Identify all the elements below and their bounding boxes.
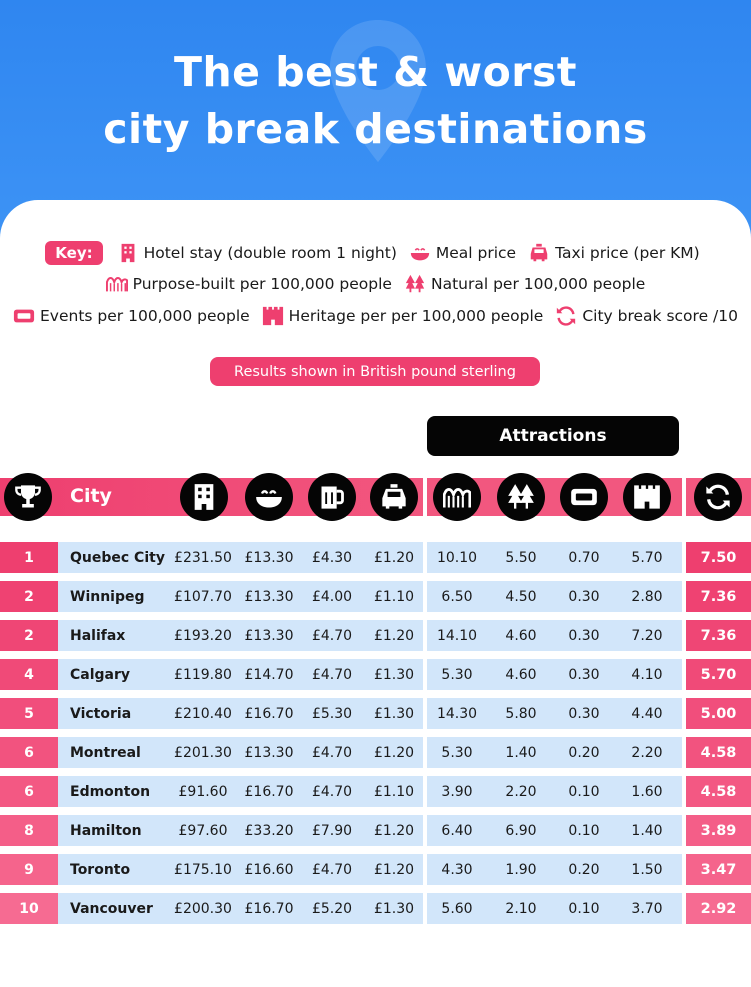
purpose-built-count: 6.40 (441, 822, 473, 839)
meal-price: £13.30 (244, 744, 294, 761)
taxi-price: £1.30 (373, 900, 415, 917)
taxi-price: £1.20 (373, 627, 415, 644)
hotel-icon (180, 473, 228, 521)
events-count: 0.30 (568, 627, 600, 644)
beer-price: £4.70 (311, 783, 353, 800)
table-row (0, 815, 751, 846)
taxi-icon (370, 473, 418, 521)
taxi-price: £1.10 (373, 588, 415, 605)
hotel-price: £210.40 (174, 705, 232, 722)
table-row (0, 737, 751, 768)
beer-price: £4.00 (311, 588, 353, 605)
heritage-count: 4.40 (631, 705, 663, 722)
city-column-header: City (70, 485, 112, 507)
rank-badge: 2 (0, 620, 58, 651)
ticket-icon (13, 305, 35, 327)
rank-badge: 6 (0, 776, 58, 807)
meal-price: £33.20 (244, 822, 294, 839)
city-break-score: 3.89 (686, 815, 751, 846)
natural-count: 1.90 (505, 861, 537, 878)
trees-icon (497, 473, 545, 521)
heritage-count: 1.50 (631, 861, 663, 878)
taxi-price: £1.20 (373, 861, 415, 878)
beer-icon (308, 473, 356, 521)
castle-icon (262, 305, 284, 327)
table-row (0, 698, 751, 729)
table-row (0, 620, 751, 651)
heritage-count: 4.10 (631, 666, 663, 683)
city-name: Halifax (70, 627, 126, 644)
events-count: 0.30 (568, 588, 600, 605)
meal-price: £14.70 (244, 666, 294, 683)
events-count: 0.10 (568, 822, 600, 839)
city-name: Montreal (70, 744, 141, 761)
rank-badge: 8 (0, 815, 58, 846)
heritage-count: 1.40 (631, 822, 663, 839)
taxi-price: £1.30 (373, 705, 415, 722)
hotel-price: £119.80 (174, 666, 232, 683)
natural-count: 6.90 (505, 822, 537, 839)
rank-badge: 9 (0, 854, 58, 885)
meal-price: £16.60 (244, 861, 294, 878)
beer-price: £7.90 (311, 822, 353, 839)
castle-icon (623, 473, 671, 521)
city-break-score: 4.58 (686, 737, 751, 768)
currency-note: Results shown in British pound sterling (210, 357, 540, 386)
hotel-price: £201.30 (174, 744, 232, 761)
city-name: Vancouver (70, 900, 153, 917)
events-count: 0.30 (568, 705, 600, 722)
table-row (0, 776, 751, 807)
table-row (0, 854, 751, 885)
natural-count: 4.50 (505, 588, 537, 605)
events-count: 0.20 (568, 861, 600, 878)
rank-badge: 4 (0, 659, 58, 690)
city-break-score: 5.00 (686, 698, 751, 729)
heritage-count: 7.20 (631, 627, 663, 644)
beer-price: £5.20 (311, 900, 353, 917)
purpose-built-count: 6.50 (441, 588, 473, 605)
meal-price: £16.70 (244, 900, 294, 917)
events-count: 0.30 (568, 666, 600, 683)
taxi-price: £1.20 (373, 744, 415, 761)
refresh-icon (694, 473, 742, 521)
key-meal: Meal price (409, 242, 516, 264)
taxi-price: £1.20 (373, 822, 415, 839)
events-count: 0.10 (568, 783, 600, 800)
key-row-2 (0, 273, 751, 295)
hotel-price: £175.10 (174, 861, 232, 878)
heritage-count: 3.70 (631, 900, 663, 917)
purpose-built-count: 10.10 (436, 549, 478, 566)
rank-badge: 6 (0, 737, 58, 768)
hotel-icon (117, 242, 139, 264)
hotel-price: £107.70 (174, 588, 232, 605)
heritage-count: 1.60 (631, 783, 663, 800)
heritage-count: 2.80 (631, 588, 663, 605)
taxi-price: £1.30 (373, 666, 415, 683)
purpose-built-count: 5.60 (441, 900, 473, 917)
city-name: Edmonton (70, 783, 151, 800)
city-break-score: 7.36 (686, 620, 751, 651)
city-break-score: 5.70 (686, 659, 751, 690)
beer-price: £4.70 (311, 666, 353, 683)
events-count: 0.20 (568, 744, 600, 761)
city-break-score: 2.92 (686, 893, 751, 924)
beer-price: £4.30 (311, 549, 353, 566)
purpose-built-count: 14.10 (436, 627, 478, 644)
purpose-built-count: 14.30 (436, 705, 478, 722)
ticket-icon (560, 473, 608, 521)
purpose-built-count: 5.30 (441, 744, 473, 761)
natural-count: 4.60 (505, 666, 537, 683)
hotel-price: £193.20 (174, 627, 232, 644)
key-label: Key: (45, 241, 102, 265)
events-count: 0.10 (568, 900, 600, 917)
meal-price: £16.70 (244, 783, 294, 800)
rank-badge: 5 (0, 698, 58, 729)
city-break-score: 3.47 (686, 854, 751, 885)
trees-icon (404, 273, 426, 295)
rank-badge: 2 (0, 581, 58, 612)
page-title (0, 44, 751, 158)
meal-price: £13.30 (244, 549, 294, 566)
city-name: Winnipeg (70, 588, 145, 605)
heritage-count: 2.20 (631, 744, 663, 761)
key-row-1 (0, 241, 751, 265)
hotel-price: £231.50 (174, 549, 232, 566)
natural-count: 5.50 (505, 549, 537, 566)
key-taxi: Taxi price (per KM) (528, 242, 700, 264)
rollercoaster-icon (106, 273, 128, 295)
purpose-built-count: 4.30 (441, 861, 473, 878)
natural-count: 5.80 (505, 705, 537, 722)
table-row (0, 581, 751, 612)
city-break-score: 4.58 (686, 776, 751, 807)
city-break-score: 7.50 (686, 542, 751, 573)
rollercoaster-icon (433, 473, 481, 521)
rank-badge: 10 (0, 893, 58, 924)
taxi-icon (528, 242, 550, 264)
city-name: Victoria (70, 705, 132, 722)
natural-count: 1.40 (505, 744, 537, 761)
city-name: Hamilton (70, 822, 142, 839)
key-natural: Natural per 100,000 people (404, 273, 645, 295)
events-count: 0.70 (568, 549, 600, 566)
trophy-icon (4, 473, 52, 521)
natural-count: 2.20 (505, 783, 537, 800)
table-row (0, 542, 751, 573)
city-name: Toronto (70, 861, 131, 878)
key-score: City break score /10 (555, 305, 738, 327)
key-events: Events per 100,000 people (13, 305, 250, 327)
key-hotel: Hotel stay (double room 1 night) (117, 242, 397, 264)
key-purpose: Purpose-built per 100,000 people (106, 273, 392, 295)
table-row (0, 659, 751, 690)
city-name: Quebec City (70, 549, 165, 566)
title-line-1: The best & worst (174, 48, 577, 96)
key-heritage: Heritage per per 100,000 people (262, 305, 544, 327)
city-name: Calgary (70, 666, 131, 683)
purpose-built-count: 3.90 (441, 783, 473, 800)
natural-count: 4.60 (505, 627, 537, 644)
hotel-price: £97.60 (178, 822, 228, 839)
beer-price: £5.30 (311, 705, 353, 722)
hotel-price: £200.30 (174, 900, 232, 917)
rank-badge: 1 (0, 542, 58, 573)
meal-price: £13.30 (244, 588, 294, 605)
natural-count: 2.10 (505, 900, 537, 917)
refresh-icon (555, 305, 577, 327)
key-row-3 (0, 305, 751, 327)
attractions-tab: Attractions (427, 416, 679, 456)
hotel-price: £91.60 (178, 783, 228, 800)
heritage-count: 5.70 (631, 549, 663, 566)
taxi-price: £1.10 (373, 783, 415, 800)
purpose-built-count: 5.30 (441, 666, 473, 683)
meal-price: £16.70 (244, 705, 294, 722)
meal-icon (245, 473, 293, 521)
beer-price: £4.70 (311, 744, 353, 761)
meal-price: £13.30 (244, 627, 294, 644)
table-row (0, 893, 751, 924)
taxi-price: £1.20 (373, 549, 415, 566)
meal-icon (409, 242, 431, 264)
beer-price: £4.70 (311, 861, 353, 878)
city-break-score: 7.36 (686, 581, 751, 612)
title-line-2: city break destinations (103, 105, 648, 153)
beer-price: £4.70 (311, 627, 353, 644)
